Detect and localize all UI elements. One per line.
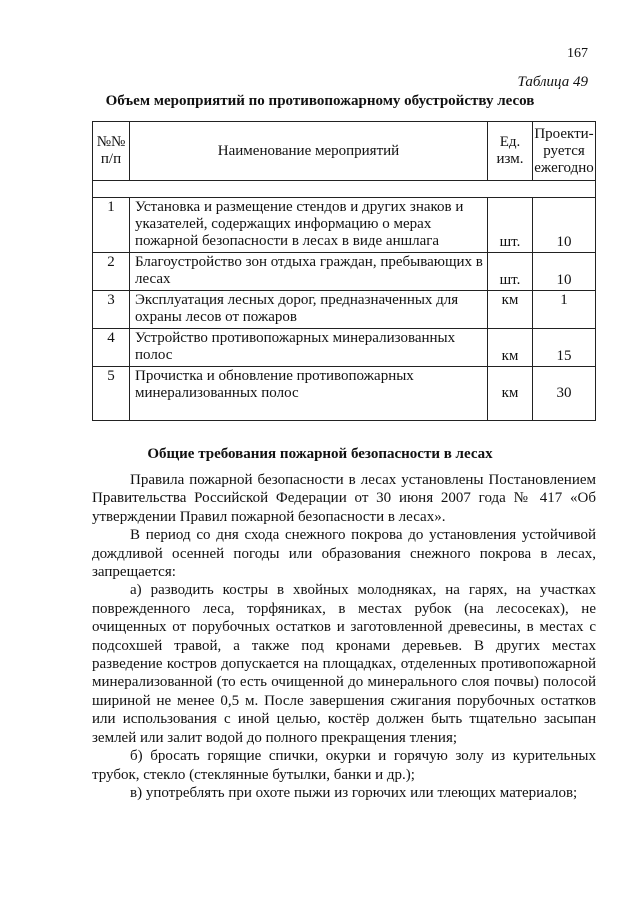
paragraph: В период со дня схода снежного покрова до установления устойчивой дождливой осенней погоды или образования снежного покрова в лесах, запрещается:	[92, 527, 596, 581]
header-num	[93, 122, 130, 181]
header-unit-line2: изм.	[496, 151, 524, 167]
row-value: 10	[533, 198, 596, 253]
row-num: 1	[93, 198, 130, 253]
row-value: 15	[533, 329, 596, 367]
row-unit: км	[488, 329, 533, 367]
table-row	[93, 291, 596, 329]
header-per-year-line1: Проекти-	[534, 125, 594, 142]
table-spacer-row	[93, 181, 596, 198]
header-name: Наименование мероприятий	[130, 122, 488, 181]
row-unit: шт.	[488, 198, 533, 253]
table-header-row	[93, 122, 596, 181]
table-row	[93, 253, 596, 291]
row-value: 30	[533, 367, 596, 421]
section-heading: Общие требования пожарной безопасности в лесах	[147, 446, 493, 462]
row-name: Прочистка и обновление противопожарных минерализованных полос	[130, 367, 488, 421]
table-title: Объем мероприятий по противопожарному обустройству лесов	[105, 93, 535, 109]
body-text	[92, 471, 596, 802]
paragraph: б) бросать горящие спички, окурки и горячую золу из курительных трубок, стекло (стеклянные бутылки, банки и др.);	[92, 748, 596, 783]
table-label: Таблица 49	[517, 74, 588, 90]
row-num: 3	[93, 291, 130, 329]
row-num: 4	[93, 329, 130, 367]
row-value: 10	[533, 253, 596, 291]
table-row	[93, 367, 596, 421]
row-unit: шт.	[488, 253, 533, 291]
header-per-year-line2: руется	[543, 142, 585, 159]
row-name: Благоустройство зон отдыха граждан, пребывающих в лесах	[130, 253, 488, 291]
row-num: 2	[93, 253, 130, 291]
row-name: Эксплуатация лесных дорог, предназначенных для охраны лесов от пожаров	[130, 291, 488, 329]
table-row	[93, 198, 596, 253]
paragraph: а) разводить костры в хвойных молодняках, на гарях, на участках поврежденного леса, торфяниках, в местах рубок (на лесосеках), не очищенных от порубочных остатков и заготовленной древесины, в местах с подсохшей травой, а также под кронами деревьев. В других местах разведение костров допускается на площадках, отделенных противопожарной минерализованной (то есть очищенной до минерального слоя почвы) полосой шириной не менее 0,5 м. После завершения сжигания порубочных остатков или использования с иной целью, костёр должен быть тщательно засыпан землей или залит водой до полного прекращения тления;	[92, 582, 596, 746]
header-unit-line1: Ед.	[499, 134, 521, 150]
row-value: 1	[533, 291, 596, 329]
measures-table	[92, 121, 596, 421]
paragraph: Правила пожарной безопасности в лесах установлены Постановлением Правительства Российской Федерации от 30 июня 2007 года № 417 «Об утверждении Правил пожарной безопасности в лесах».	[92, 472, 596, 525]
header-per-year	[533, 122, 596, 181]
header-num-line1: №№	[96, 134, 126, 150]
row-unit: км	[488, 367, 533, 421]
row-unit: км	[488, 291, 533, 329]
paragraph: в) употреблять при охоте пыжи из горючих или тлеющих материалов;	[130, 784, 578, 801]
row-name: Устройство противопожарных минерализованных полос	[130, 329, 488, 367]
header-num-line2: п/п	[100, 151, 122, 167]
table-row	[93, 329, 596, 367]
header-per-year-line3: ежегодно	[534, 159, 594, 176]
header-unit	[488, 122, 533, 181]
page-number: 167	[567, 46, 588, 61]
row-num: 5	[93, 367, 130, 421]
row-name: Установка и размещение стендов и других знаков и указателей, содержащих информацию о мерах пожарной безопасности в лесах в виде аншлага	[130, 198, 488, 253]
